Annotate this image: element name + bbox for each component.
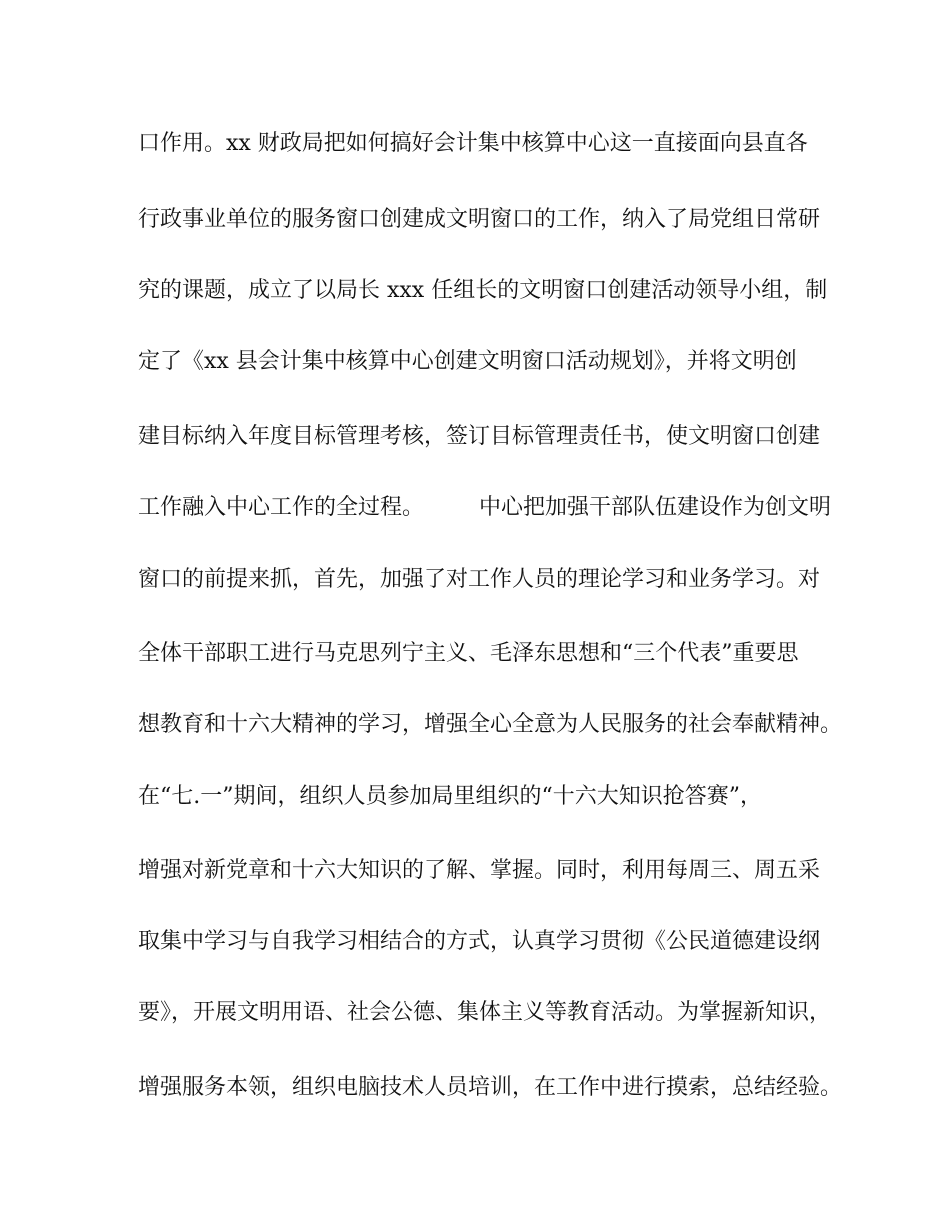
text-line: 取集中学习与自我学习相结合的方式，认真学习贯彻《公民道德建设纲 bbox=[138, 929, 821, 954]
text-line: 窗口的前提来抓，首先，加强了对工作人员的理论学习和业务学习。对 bbox=[138, 567, 821, 592]
text-line: 建目标纳入年度目标管理考核，签订目标管理责任书，使文明窗口创建 bbox=[138, 424, 821, 449]
text-line: 全体干部职工进行马克思列宁主义、毛泽东思想和“三个代表”重要思 bbox=[138, 641, 799, 666]
text-line: 口作用。xx 财政局把如何搞好会计集中核算中心这一直接面向县直各 bbox=[138, 131, 808, 156]
text-line: 增强对新党章和十六大知识的了解、掌握。同时，利用每周三、周五采 bbox=[138, 858, 821, 883]
text-line: 增强服务本领，组织电脑技术人员培训，在工作中进行摸索，总结经验。 bbox=[138, 1075, 843, 1100]
text-line: 究的课题，成立了以局长 xxx 任组长的文明窗口创建活动领导小组，制 bbox=[138, 278, 828, 303]
text-line: 定了《xx 县会计集中核算中心创建文明窗口活动规划》，并将文明创 bbox=[138, 349, 797, 374]
text-line: 在“七.一”期间，组织人员参加局里组织的“十六大知识抢答赛”， bbox=[138, 784, 762, 809]
text-line: 想教育和十六大精神的学习，增强全心全意为人民服务的社会奉献精神。 bbox=[138, 712, 843, 737]
text-line: 要》，开展文明用语、社会公德、集体主义等教育活动。为掌握新知识， bbox=[138, 1000, 832, 1025]
text-line: 行政事业单位的服务窗口创建成文明窗口的工作，纳入了局党组日常研 bbox=[138, 207, 821, 232]
text-line: 工作融入中心工作的全过程。 中心把加强干部队伍建设作为创文明 bbox=[138, 495, 832, 520]
